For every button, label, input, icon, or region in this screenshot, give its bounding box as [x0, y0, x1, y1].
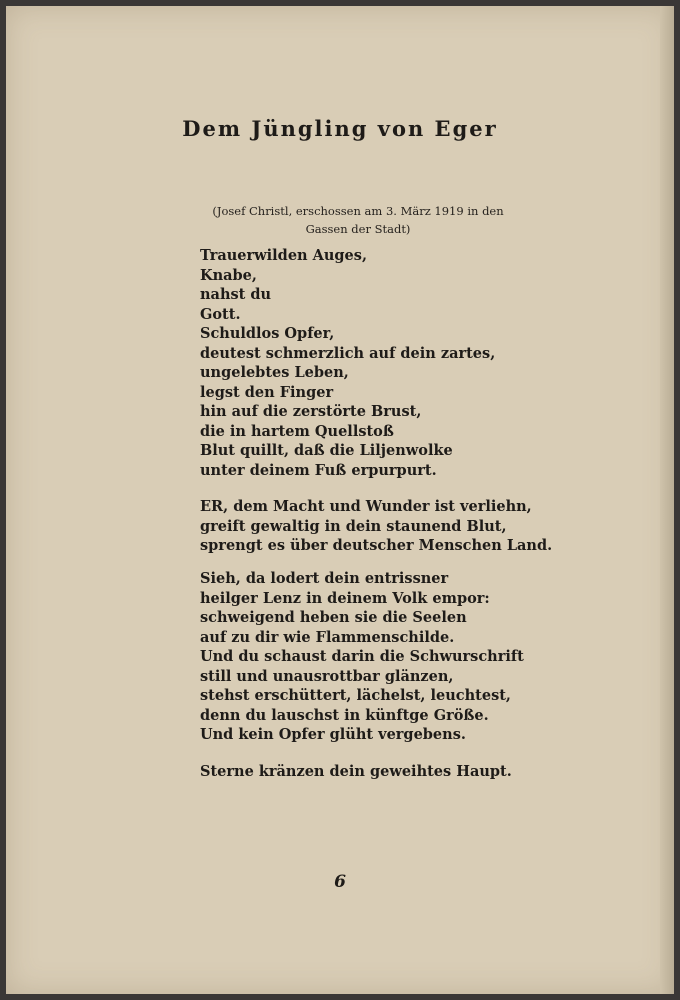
verse-line: ungelebtes Leben,: [200, 364, 349, 381]
verse-line: Knabe,: [200, 266, 257, 284]
verse-line: denn du lauschst in künftge Größe.: [200, 706, 489, 724]
verse-line: greift gewaltig in dein staunend Blut,: [200, 517, 507, 535]
verse-line: nahst du: [200, 286, 272, 303]
verse-line: sprengt es über deutscher Menschen Land.: [200, 537, 553, 554]
verse-line: stehst erschüttert, lächelst, leuchtest,: [200, 687, 511, 704]
verse-line: die in hartem Quellstoß: [200, 422, 394, 440]
verse-line: Blut quillt, daß die Liljenwolke: [200, 442, 453, 459]
verse-line: Und kein Opfer glüht vergebens.: [200, 726, 466, 743]
verse-line: Und du schaust darin die Schwurschrift: [200, 648, 524, 665]
verse-line: schweigend heben sie die Seelen: [200, 609, 467, 626]
stanza-4: [200, 762, 530, 782]
verse-line: hin auf die zerstörte Brust,: [200, 403, 422, 420]
verse-line: deutest schmerzlich auf dein zartes,: [200, 344, 496, 362]
verse-line: heilger Lenz in deinem Volk empor:: [200, 589, 490, 607]
page-edge-fold: [660, 6, 674, 994]
stanza-1: [200, 246, 530, 480]
verse-line: Gott.: [200, 305, 241, 323]
verse-line: ER, dem Macht und Wunder ist verliehn,: [200, 498, 532, 515]
verse-line: still und unausrottbar glänzen,: [200, 667, 454, 685]
page-number: 6: [334, 872, 346, 892]
verse-line: auf zu dir wie Flammenschilde.: [200, 628, 455, 646]
poem-subtitle: (Josef Christl, erschossen am 3. März 1919 in den Gassen der Stadt): [212, 204, 504, 236]
stanza-3: [200, 569, 530, 745]
stanza-2: [200, 497, 553, 556]
verse-line: unter deinem Fuß erpurpurt.: [200, 461, 437, 479]
verse-line: Sieh, da lodert dein entrissner: [200, 570, 449, 587]
verse-line: Sterne kränzen dein geweihtes Haupt.: [200, 763, 512, 780]
poem-title: Dem Jüngling von Eger: [182, 116, 498, 141]
verse-line: Trauerwilden Auges,: [200, 247, 367, 264]
verse-line: legst den Finger: [200, 383, 334, 401]
verse-line: Schuldlos Opfer,: [200, 325, 335, 342]
